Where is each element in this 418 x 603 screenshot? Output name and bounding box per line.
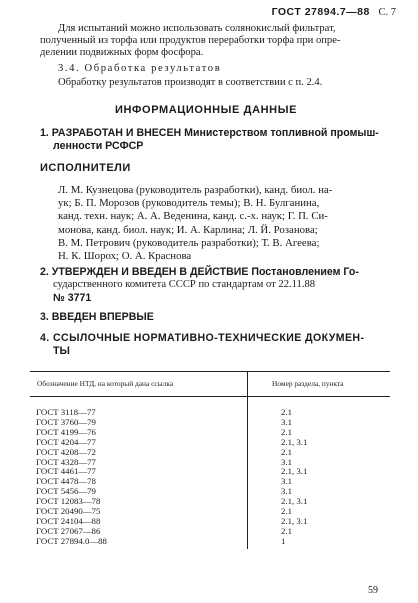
executors-line: Л. М. Кузнецова (руководитель разработки), канд. биол. на- [58,184,333,196]
intro-line: полученный из торфа или продуктов переработки торфа при опре- [40,35,341,47]
item-2 [40,266,359,304]
ntd-designation: ГОСТ 12083—78 [36,496,101,507]
ntd-designation: ГОСТ 20490—75 [36,506,101,517]
executors-line: ук; Б. П. Морозов (руководитель темы); В. Н. Булганина, [58,197,320,210]
item-1-line [40,140,379,153]
ntd-designation: ГОСТ 27894.0—88 [36,535,107,546]
section-number: 3.1 [281,486,292,497]
item-4-line: ТЫ [53,345,70,357]
item-1-line-1: 1. РАЗРАБОТАН И ВНЕСЕН Министерством топливной промыш- [40,127,379,139]
gost-code: ГОСТ 27894.7—88 [271,6,370,18]
table-header-rule [30,396,390,397]
intro-line: делении подвижных форм фосфора. [40,47,204,59]
executors-line: канд. техн. наук; А. А. Веденина, канд. с.-х. наук; Г. П. Си- [58,210,328,223]
table-top-rule [30,371,390,372]
page-number: 59 [368,585,378,596]
executors-list [58,184,332,263]
item-4-line: 4. ССЫЛОЧНЫЕ НОРМАТИВНО-ТЕХНИЧЕСКИЕ ДОКУМЕН- [40,332,365,344]
section-number: 2.1 [281,525,292,536]
ntd-designation: ГОСТ 3760—79 [36,416,96,427]
section-number: 1 [281,535,286,546]
ntd-designation: ГОСТ 27067—86 [36,525,101,536]
info-title: ИНФОРМАЦИОННЫЕ ДАННЫЕ [115,104,298,116]
intro-line: Для испытаний можно использовать солянокислый фильтрат, [58,23,336,34]
item-4 [40,332,364,358]
item-3: 3. ВВЕДЕН ВПЕРВЫЕ [40,311,154,323]
item-1-line-2: ленности РСФСР [53,140,144,152]
page-label: С. 7 [378,7,396,18]
section-3-4-text: Обработку результатов производят в соответствии с п. 2.4. [58,77,323,88]
ntd-designation: ГОСТ 3118—77 [36,407,96,417]
section-number: 3.1 [281,476,292,487]
item-2-line: 2. УТВЕРЖДЕН И ВВЕДЕН В ДЕЙСТВИЕ Постановлением Го- [40,266,359,278]
section-3-4-title: 3.4. Обработка результатов [58,63,222,74]
item-1-line [40,127,379,140]
ntd-designation: ГОСТ 4461—77 [36,466,96,477]
section-number: 3.1 [281,456,292,467]
table-col2-header: Номер раздела, пункта [272,379,344,388]
reference-table [36,408,307,547]
section-number: 2.1, 3.1 [281,515,308,526]
executors-line: В. М. Петрович (руководитель разработки); Т. В. Агеева; [58,236,320,249]
item-2-line: сударственного комитета СССР по стандартам от 22.11.88 [53,278,316,290]
ntd-designation: ГОСТ 5456—79 [36,486,96,497]
ntd-designation: ГОСТ 24104—88 [36,515,101,526]
section-number: 2.1 [281,446,292,457]
table-row [36,537,307,547]
ntd-designation: ГОСТ 4208—72 [36,446,96,457]
item-1 [40,127,379,153]
ntd-designation: ГОСТ 4478—78 [36,476,96,487]
section-number: 2.1 [281,407,292,417]
executors-line: Н. К. Шорох; О. А. Краснова [58,250,192,263]
section-number: 2.1 [281,426,292,437]
intro-paragraph [40,23,340,60]
table-col1-header: Обозначение НТД, на который дана ссылка [37,379,174,388]
executors-line: монова, канд. биол. наук; И. А. Карлина; Л. Й. Розанова; [58,223,318,236]
ntd-designation: ГОСТ 4328—77 [36,456,96,467]
section-number: 2.1 [281,506,292,517]
table-body [36,408,307,547]
section-number: 2.1, 3.1 [281,496,308,507]
section-number: 2.1, 3.1 [281,436,308,447]
ntd-designation: ГОСТ 4199—76 [36,426,96,437]
page-header [272,6,396,18]
section-number: 3.1 [281,416,292,427]
item-2-line: № 3771 [53,291,92,304]
ntd-designation: ГОСТ 4204—77 [36,436,96,447]
section-number: 2.1, 3.1 [281,466,308,477]
executors-title: ИСПОЛНИТЕЛИ [40,162,131,174]
